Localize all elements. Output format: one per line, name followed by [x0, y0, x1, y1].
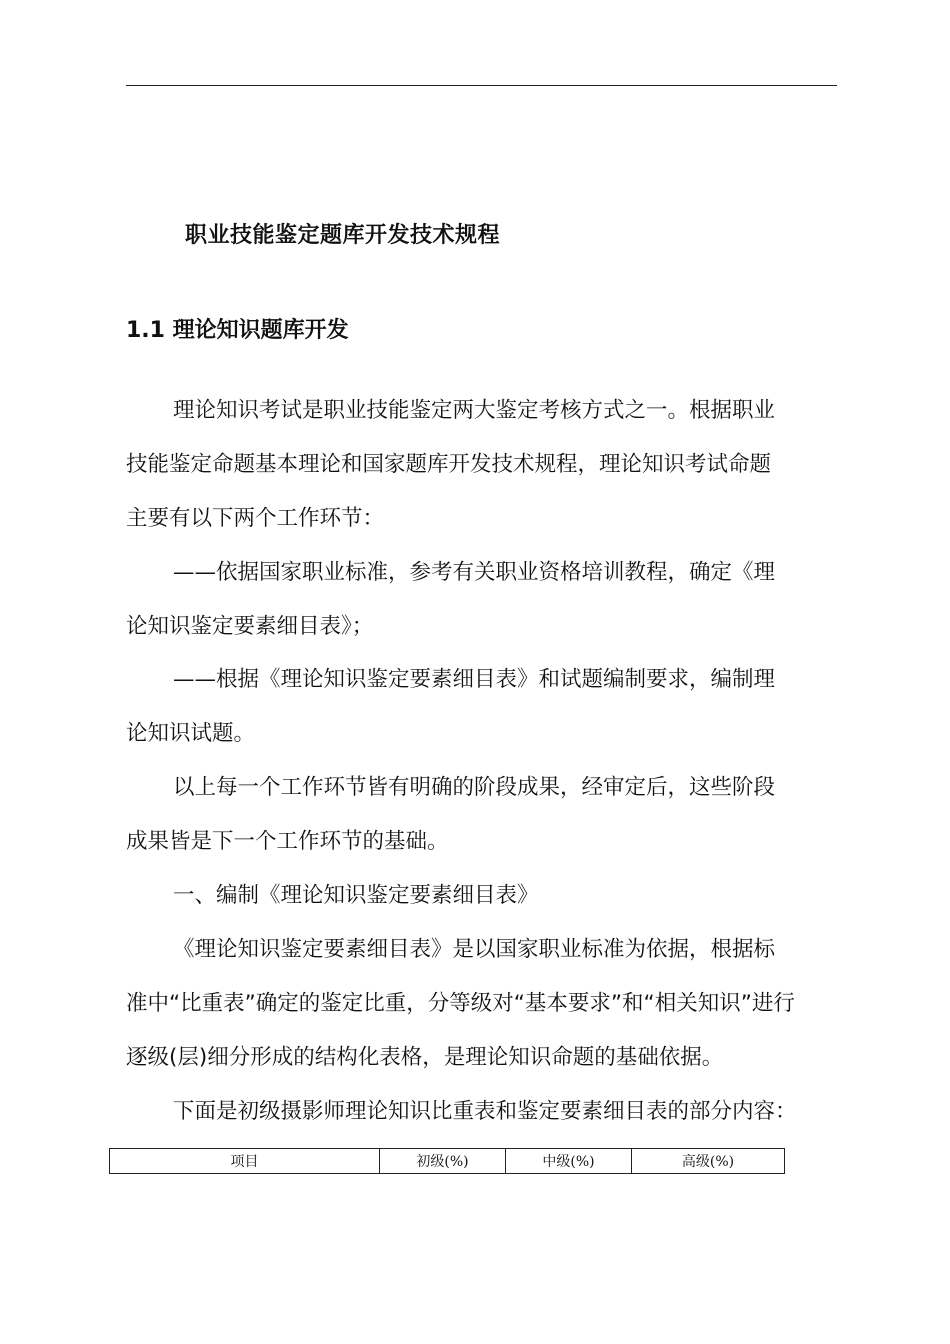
- document-title: 职业技能鉴定题库开发技术规程: [185, 223, 501, 248]
- body-line: 逐级(层)细分形成的结构化表格，是理论知识命题的基础依据。: [126, 1045, 724, 1070]
- table-header-cell: 项目: [110, 1149, 380, 1174]
- body-line: 一、编制《理论知识鉴定要素细目表》: [173, 883, 539, 908]
- body-line: 论知识试题。: [126, 721, 256, 746]
- body-line: ——根据《理论知识鉴定要素细目表》和试题编制要求，编制理: [173, 667, 776, 692]
- body-line: 准中“比重表”确定的鉴定比重，分等级对“基本要求”和“相关知识”进行: [126, 991, 795, 1016]
- body-line: ——依据国家职业标准，参考有关职业资格培训教程，确定《理: [173, 560, 776, 585]
- body-line: 下面是初级摄影师理论知识比重表和鉴定要素细目表的部分内容：: [173, 1099, 797, 1124]
- body-line: 技能鉴定命题基本理论和国家题库开发技术规程，理论知识考试命题: [126, 452, 772, 477]
- table-header-cell: 初级(%): [380, 1149, 506, 1174]
- table-header-cell: 高级(%): [632, 1149, 785, 1174]
- table-header-cell: 中级(%): [506, 1149, 632, 1174]
- body-line: 以上每一个工作环节皆有明确的阶段成果，经审定后，这些阶段: [173, 775, 776, 800]
- body-line: 论知识鉴定要素细目表》；: [126, 614, 374, 639]
- header-rule: [126, 85, 837, 86]
- section-heading: 1.1 理论知识题库开发: [126, 318, 349, 343]
- proportion-table: [109, 1148, 785, 1174]
- body-line: 理论知识考试是职业技能鉴定两大鉴定考核方式之一。根据职业: [173, 398, 776, 423]
- table-header-row: [110, 1149, 785, 1174]
- body-line: 成果皆是下一个工作环节的基础。: [126, 829, 449, 854]
- body-line: 《理论知识鉴定要素细目表》是以国家职业标准为依据，根据标: [173, 937, 776, 962]
- body-line: 主要有以下两个工作环节：: [126, 506, 385, 531]
